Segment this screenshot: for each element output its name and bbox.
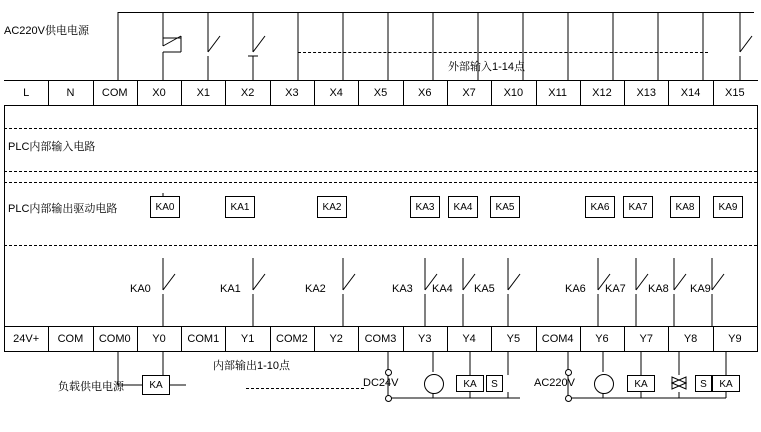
output-terminal-y7[interactable]: Y7 [639,333,653,345]
terminal-divider [580,81,581,105]
ac220v-label: AC220V [534,377,575,389]
terminal-divider [624,81,625,105]
output-terminal-y0[interactable]: Y0 [152,333,166,345]
relay-contact-label-ka3: KA3 [392,283,413,295]
terminal-divider [536,81,537,105]
input-terminal-x10[interactable]: X10 [503,87,524,99]
relay-contact-label-ka8: KA8 [648,283,669,295]
load-box-s-2: S [695,375,712,392]
terminal-divider [491,81,492,105]
relay-coil-ka3: KA3 [410,196,440,218]
terminal-divider [668,327,669,351]
output-terminal-y8[interactable]: Y8 [683,333,698,345]
output-terminal-com3[interactable]: COM3 [364,333,397,345]
load-box-ka-1: KA [456,375,484,392]
dc24v-terminal-bottom [385,395,392,402]
terminal-divider [270,81,271,105]
relay-contact-label-ka1: KA1 [220,283,241,295]
output-terminal-y9[interactable]: Y9 [728,333,742,345]
lamp-dc24v [424,374,444,394]
input-terminal-x1[interactable]: X1 [196,87,211,99]
input-terminal-x6[interactable]: X6 [418,87,432,99]
terminal-divider [181,81,182,105]
terminal-divider [713,327,714,351]
plc-input-circuit-label: PLC内部输入电路 [8,141,96,153]
output-terminal-y6[interactable]: Y6 [595,333,609,345]
relay-contact-label-ka5: KA5 [474,283,495,295]
output-terminal-com2[interactable]: COM2 [276,333,308,345]
output-terminal-y3[interactable]: Y3 [418,333,432,345]
relay-coil-ka9: KA9 [713,196,743,218]
output-terminal-24vplus[interactable]: 24V+ [13,333,40,345]
terminal-divider [624,327,625,351]
ac220v-terminal-top [565,369,572,376]
output-terminal-com4[interactable]: COM4 [541,333,574,345]
terminal-divider [225,327,226,351]
input-terminal-com[interactable]: COM [101,87,128,99]
load-supply-label: 负载供电电源 [58,381,124,393]
load-box-ka-0: KA [142,375,170,395]
output-terminal-y1[interactable]: Y1 [240,333,255,345]
input-terminal-x12[interactable]: X12 [592,87,612,99]
dc24v-terminal-top [385,369,392,376]
external-input-label: 外部输入1-14点 [448,61,526,73]
terminal-divider [314,81,315,105]
relay-contact-label-ka6: KA6 [565,283,586,295]
external-input-dashed-line [298,52,708,53]
plc-output-sep-bottom [4,245,757,246]
terminal-divider [447,327,448,351]
terminal-divider [713,81,714,105]
relay-contact-label-ka4: KA4 [432,283,453,295]
output-terminal-com[interactable]: COM [57,333,84,345]
relay-coil-ka7: KA7 [623,196,653,218]
terminal-divider [358,327,359,351]
input-terminal-x4[interactable]: X4 [329,87,343,99]
terminal-divider [181,327,182,351]
terminal-divider [447,81,448,105]
input-terminal-x13[interactable]: X13 [636,87,657,99]
plc-input-sep-top [4,128,757,129]
terminal-divider [536,327,537,351]
terminal-divider [137,81,138,105]
relay-coil-ka0: KA0 [150,196,180,218]
dc24v-label: DC24V [363,377,399,389]
ac220v-terminal-bottom [565,395,572,402]
output-strip-bottom [4,351,758,352]
relay-contact-label-ka2: KA2 [305,283,326,295]
load-box-ka-2: KA [627,375,655,392]
relay-coil-ka2: KA2 [317,196,347,218]
load-box-ka-3: KA [712,375,740,392]
relay-coil-ka6: KA6 [585,196,615,218]
plc-output-driver-label: PLC内部输出驱动电路 [8,203,118,215]
lamp-ac220v [594,374,614,394]
terminal-divider [137,327,138,351]
terminal-divider [668,81,669,105]
terminal-divider [93,327,94,351]
relay-coil-ka5: KA5 [490,196,520,218]
input-terminal-x14[interactable]: X14 [680,87,701,99]
output-terminal-y2[interactable]: Y2 [329,333,343,345]
terminal-divider [580,327,581,351]
output-terminal-com0[interactable]: COM0 [98,333,131,345]
input-terminal-x11[interactable]: X11 [548,87,568,99]
terminal-divider [48,81,49,105]
plc-right-border [757,105,758,351]
input-terminal-x3[interactable]: X3 [285,87,299,99]
relay-contact-label-ka7: KA7 [605,283,626,295]
terminal-divider [358,81,359,105]
load-box-s-1: S [486,375,503,392]
ac-supply-label: AC220V供电电源 [4,25,89,37]
terminal-divider [270,327,271,351]
input-terminal-n[interactable]: N [66,87,75,99]
relay-coil-ka8: KA8 [670,196,700,218]
terminal-divider [403,81,404,105]
plc-output-sep-top [4,182,757,183]
plc-left-border [4,105,5,351]
input-terminal-x5[interactable]: X5 [373,87,388,99]
input-terminal-x2[interactable]: X2 [240,87,255,99]
relay-contact-label-ka9: KA9 [690,283,711,295]
relay-coil-ka1: KA1 [225,196,255,218]
input-terminal-x7[interactable]: X7 [462,87,476,99]
terminal-divider [491,327,492,351]
plc-input-sep-bottom [4,171,757,172]
output-terminal-y5[interactable]: Y5 [506,333,521,345]
terminal-divider [93,81,94,105]
terminal-divider [314,327,315,351]
terminal-divider [225,81,226,105]
terminal-divider [403,327,404,351]
input-terminal-x15[interactable]: X15 [725,87,745,99]
input-terminal-l[interactable]: L [23,87,30,99]
internal-output-dashed-line [246,388,364,389]
input-strip-bottom [4,105,758,106]
relay-contact-label-ka0: KA0 [130,283,151,295]
output-terminal-com1[interactable]: COM1 [187,333,220,345]
relay-coil-ka4: KA4 [448,196,478,218]
internal-output-label: 内部输出1-10点 [213,360,291,372]
terminal-divider [48,327,49,351]
output-terminal-y4[interactable]: Y4 [462,333,476,345]
input-terminal-x0[interactable]: X0 [152,87,166,99]
